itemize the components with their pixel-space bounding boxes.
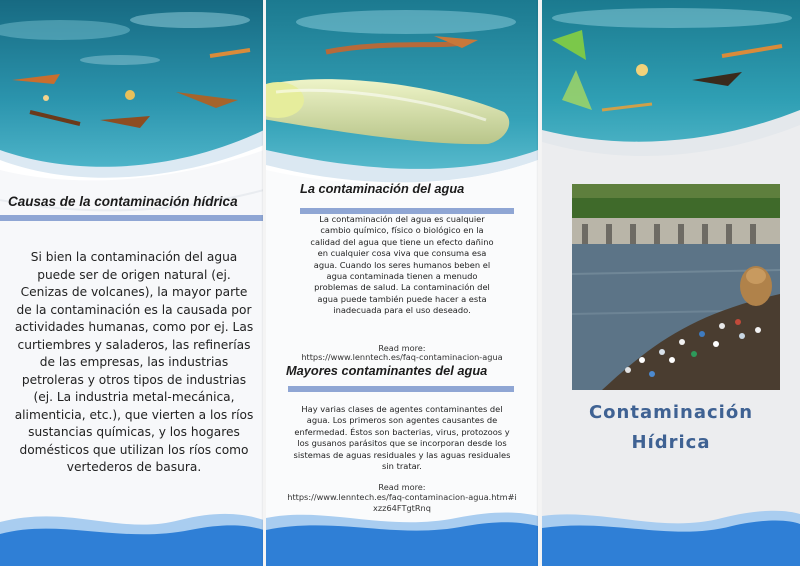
body-line: Cenizas de volcanes), la mayor parte xyxy=(20,285,248,299)
left-panel xyxy=(0,0,264,566)
contamination-body xyxy=(286,214,518,317)
body-line: puede ser de origen natural (ej. xyxy=(37,267,231,282)
heading-underline xyxy=(0,215,264,221)
causes-heading: Causas de la contaminación hídrica xyxy=(8,194,238,209)
body-line: agua puede también puede hacer a esta xyxy=(317,293,487,304)
right-panel xyxy=(542,0,800,566)
polluted-river-photo xyxy=(572,184,780,390)
body-line: agua contaminada tienen a menudo xyxy=(326,271,478,282)
body-line: de las empresas, las industrias xyxy=(39,355,229,369)
read-more-link[interactable] xyxy=(266,492,538,514)
body-line: agua. Cuando los seres humanos beben el xyxy=(313,259,491,270)
body-line: sustancias químicas, y los hogares xyxy=(28,425,240,439)
read-more-label: Read more: xyxy=(378,343,426,353)
read-more-label: Read more: xyxy=(378,482,426,492)
body-line: actividades humanas, como por ej. Las xyxy=(14,320,254,334)
body-line: calidad del agua que tiene un efecto dañino xyxy=(310,236,494,247)
heading-underline xyxy=(288,386,514,392)
body-line: cambio químico, físico o biológico en la xyxy=(320,225,484,236)
body-line: (ej. La industria metal-mecánica, xyxy=(33,390,235,404)
bottom-wave xyxy=(542,496,800,566)
middle-panel xyxy=(266,0,538,566)
body-line: de la contaminación es la causada por xyxy=(16,302,252,317)
body-line: alimenticia, etc.), que vierten a los ríos xyxy=(14,407,254,422)
body-line: domésticos que utilizan los ríos como xyxy=(19,442,249,457)
body-line: La contaminación del agua es cualquier xyxy=(319,214,485,224)
body-line: en cualquier cosa viva que consuma esa xyxy=(317,248,487,259)
body-line: inadecuada para el uso deseado. xyxy=(333,305,471,316)
pollutants-heading: Mayores contaminantes del agua xyxy=(286,363,488,378)
body-line: agua. Los primeros son agentes causantes de xyxy=(306,415,498,426)
fold-line xyxy=(538,0,541,566)
body-line: Hay varias clases de agentes contaminantes del xyxy=(301,404,503,414)
body-line: enfermedad. Éstos son bacterias, virus, protozoos y xyxy=(294,426,510,437)
pollutants-body xyxy=(276,404,528,472)
brochure-title-line2: Hídrica xyxy=(631,432,711,453)
body-line: curtiembres y saladeros, las refinerías xyxy=(17,337,251,352)
link-line: xzz64FTgtRnq xyxy=(373,503,431,513)
contamination-heading: La contaminación del agua xyxy=(300,181,465,196)
bottom-wave xyxy=(0,496,264,566)
read-more-link[interactable]: https://www.lenntech.es/faq-contaminacion-agua xyxy=(301,352,503,362)
body-line: los gusanos parásitos que se incorporan desde los xyxy=(297,438,507,449)
body-line: vertederos de basura. xyxy=(66,460,202,474)
underwater-debris-image xyxy=(542,0,800,200)
causes-body xyxy=(12,249,256,477)
body-line: problemas de salud. La contaminación del xyxy=(314,282,490,293)
body-line: petroleras y otros tipos de industrias xyxy=(21,372,247,387)
body-line: Si bien la contaminación del agua xyxy=(30,250,238,264)
body-line: sin tratar. xyxy=(382,461,422,472)
body-line: sistemas de aguas residuales y las aguas residuales xyxy=(293,449,511,460)
brochure-title-line1: Contaminación xyxy=(588,402,754,423)
link-line: https://www.lenntech.es/faq-contaminacion-agua.htm#i xyxy=(287,492,517,502)
